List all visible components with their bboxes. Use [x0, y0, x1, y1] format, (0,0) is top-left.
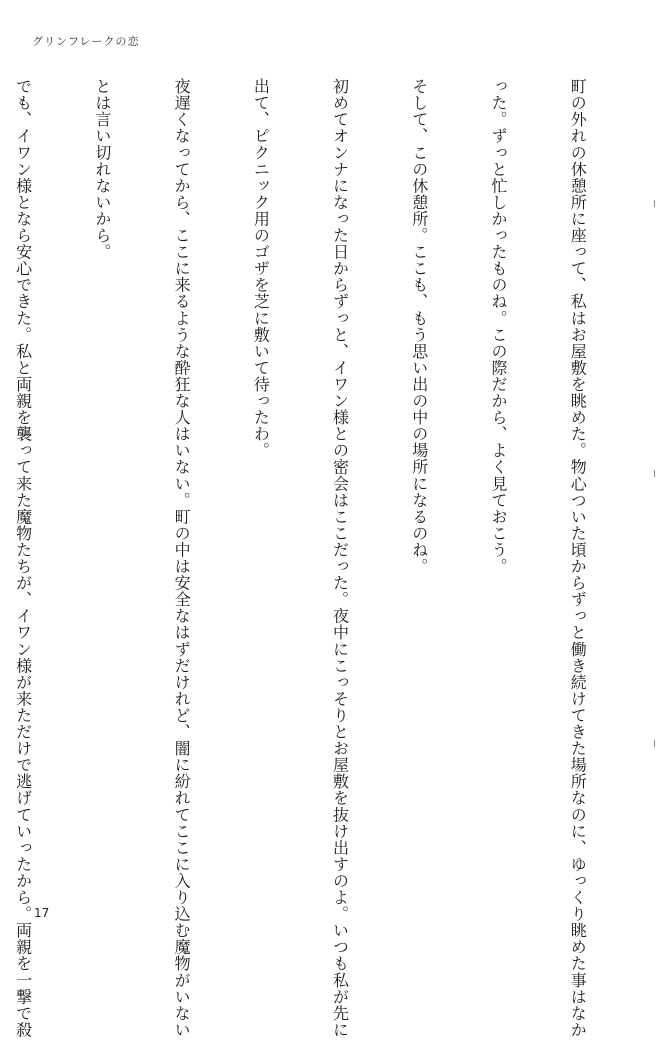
text-line: 初めてオンナになった日からずっと、イワン様との密会はここだった。夜中にこっそりとお屋敷を抜け出すのよ。いつも私が先に [330, 78, 350, 1038]
text-line: った。ずっと忙しかったものね。この際だから、よく見ておこう。 [488, 78, 508, 575]
text-line: 出て、ピクニック用のゴザを芝に敷いて待ったわ。 [251, 78, 271, 459]
text-line: 町の外れの休憩所に座って、私はお屋敷を眺めた。物心ついた頃からずっと働き続けてきた場所なのに、ゆっくり眺めた事はなか [568, 78, 588, 1038]
margin-tick [654, 740, 655, 747]
margin-tick [654, 200, 655, 207]
margin-tick [654, 470, 655, 477]
running-title: グリンフレークの恋 [32, 35, 140, 48]
page-number: 17 [34, 906, 50, 920]
text-line: そして、この休憩所。ここも、もう思い出の中の場所になるのね。 [409, 78, 429, 575]
text-line: 夜遅くなってから、ここに来るような酔狂な人はいない。町の中は安全なはずだけれど、闇に紛れてここに入り込む魔物がいない [172, 78, 192, 1038]
text-line: でも、イワン様となら安心できた。私と両親を襲って来た魔物たちが、イワン様が来ただけで逃げていったから。両親を一撃で殺 [13, 78, 33, 1038]
text-line: とは言い切れないから。 [92, 78, 112, 261]
